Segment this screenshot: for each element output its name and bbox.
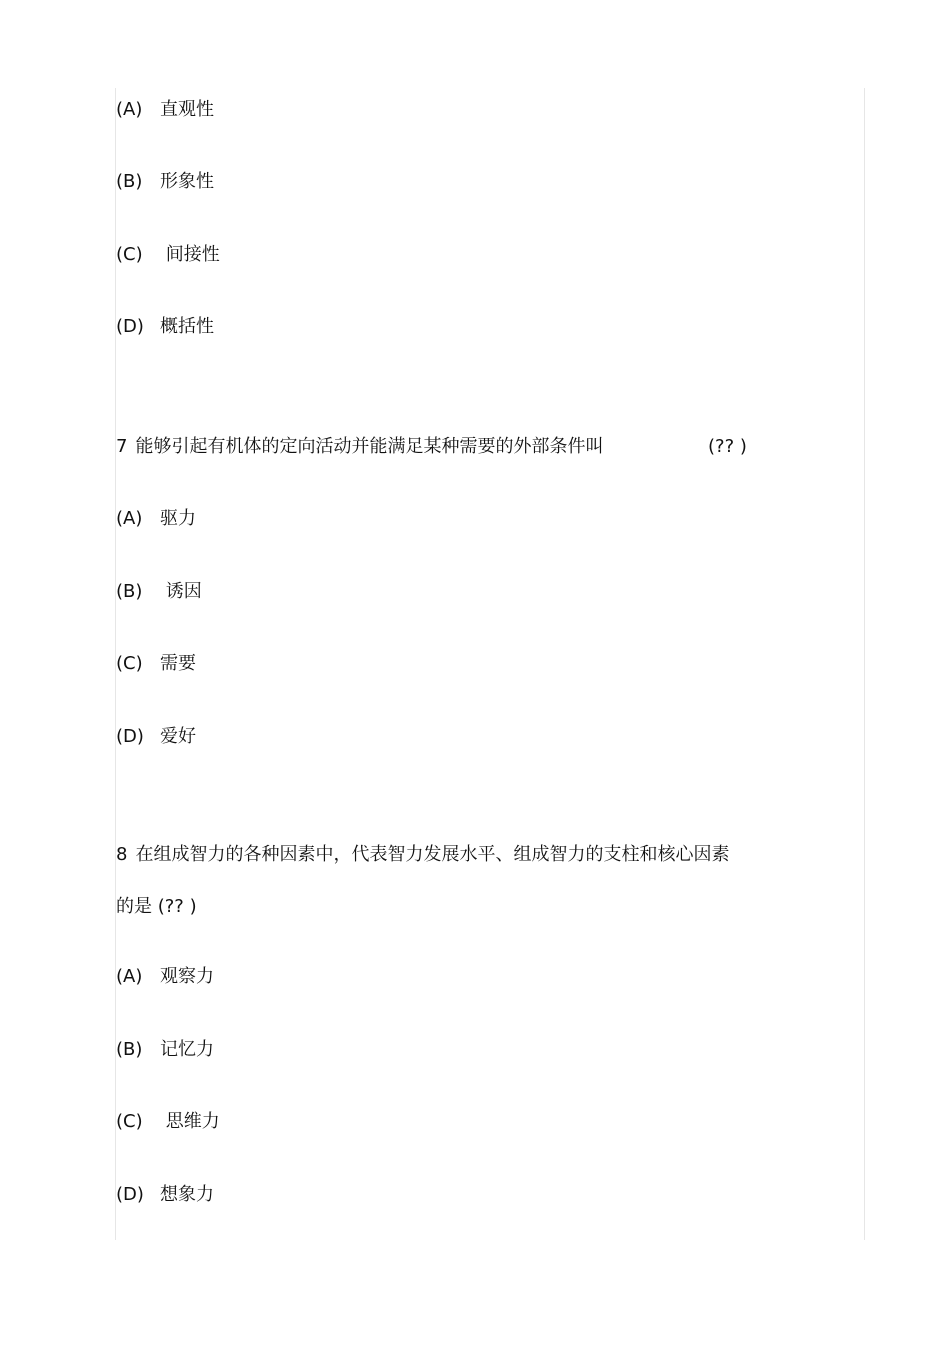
option-text: 想象力: [160, 1184, 214, 1205]
option-letter: (B): [116, 171, 143, 192]
option-letter: (C): [116, 653, 143, 674]
q8-option-a: [116, 965, 214, 989]
option-text: 概括性: [160, 316, 214, 337]
option-letter: (D): [116, 316, 144, 337]
option-letter: (A): [116, 99, 143, 120]
q7-option-a: [116, 507, 196, 531]
option-text: 记忆力: [160, 1039, 214, 1060]
q7-option-c: [116, 652, 196, 676]
option-text: 诱因: [160, 581, 202, 602]
answer-blank: (?? ): [708, 436, 747, 457]
q6-option-d: [116, 315, 214, 339]
right-margin-line: [864, 88, 865, 1240]
option-text: 需要: [160, 653, 196, 674]
option-letter: (A): [116, 966, 143, 987]
option-letter: (D): [116, 1184, 144, 1205]
q7-stem: [116, 435, 747, 459]
question-number: 7: [116, 436, 128, 457]
option-text: 形象性: [160, 171, 214, 192]
option-text: 思维力: [160, 1111, 220, 1132]
question-text: 能够引起有机体的定向活动并能满足某种需要的外部条件叫: [135, 436, 604, 457]
q6-option-a: [116, 98, 214, 122]
q8-option-b: [116, 1038, 214, 1062]
option-letter: (A): [116, 508, 143, 529]
q7-option-b: [116, 580, 202, 604]
q8-option-d: [116, 1183, 214, 1207]
option-text: 间接性: [160, 244, 220, 265]
option-letter: (D): [116, 726, 144, 747]
q8-stem-line1: [116, 843, 729, 867]
question-text: 在组成智力的各种因素中，代表智力发展水平、组成智力的支柱和核心因素: [135, 844, 730, 865]
q8-stem-line2: [116, 895, 197, 919]
q6-option-c: [116, 243, 220, 267]
option-letter: (B): [116, 1039, 143, 1060]
option-text: 驱力: [160, 508, 196, 529]
q7-option-d: [116, 725, 196, 749]
option-letter: (B): [116, 581, 143, 602]
option-text: 爱好: [160, 726, 196, 747]
option-text: 直观性: [160, 99, 214, 120]
question-text-continued: 的是 (?? ): [116, 896, 197, 917]
q8-option-c: [116, 1110, 220, 1134]
option-letter: (C): [116, 244, 143, 265]
option-letter: (C): [116, 1111, 143, 1132]
question-number: 8: [116, 844, 128, 865]
q6-option-b: [116, 170, 214, 194]
option-text: 观察力: [160, 966, 214, 987]
